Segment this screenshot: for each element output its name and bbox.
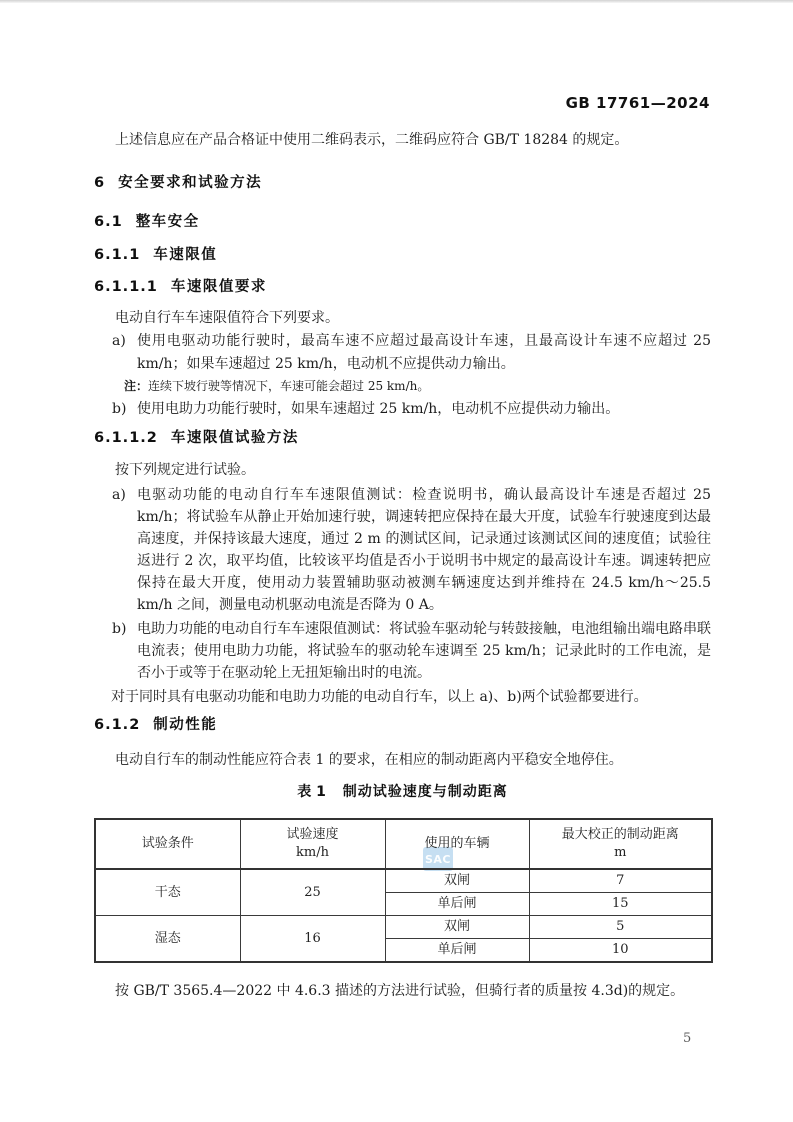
heading-title: 车速限值要求: [170, 279, 267, 295]
th-test-speed: [240, 819, 385, 869]
item-label: b): [112, 621, 127, 637]
heading-title: 安全要求和试验方法: [118, 175, 263, 191]
list-item-b: [94, 618, 711, 684]
heading-title: 整车安全: [135, 214, 200, 230]
note-label: 注：: [124, 379, 149, 393]
page-number: 5: [683, 1031, 692, 1046]
item-text: 使用电助力功能行驶时，如果车速超过 25 km/h，电动机不应提供动力输出。: [137, 401, 620, 417]
brake-performance-table: [94, 818, 713, 963]
heading-6-1: [94, 212, 711, 232]
clause-612-lead: 电动自行车的制动性能应符合表 1 的要求，在相应的制动距离内平稳安全地停住。: [115, 752, 623, 768]
item-label: a): [112, 333, 126, 349]
cell-vehicle: 双闸: [385, 869, 529, 893]
cell-condition-wet: 湿态: [95, 916, 240, 963]
heading-title: 车速限值试验方法: [170, 430, 299, 446]
heading-title: 车速限值: [153, 247, 218, 263]
standard-number: GB 17761—2024: [565, 94, 710, 112]
clause-6112-lead: 按下列规定进行试验。: [115, 462, 255, 478]
heading-number: 6.1: [94, 214, 123, 230]
heading-6: [94, 173, 711, 193]
heading-6-1-1: [94, 245, 711, 265]
cell-speed-wet: 16: [240, 916, 385, 963]
cell-distance: 5: [529, 916, 712, 939]
cell-distance: 15: [529, 893, 712, 916]
th-max-braking-distance: [529, 819, 712, 869]
cell-distance: 7: [529, 869, 712, 893]
item-label: b): [112, 401, 127, 417]
header-text: 使用的车辆: [424, 836, 490, 851]
cell-vehicle: 单后闸: [385, 939, 529, 963]
cell-condition-dry: 干态: [95, 869, 240, 916]
table-row: [95, 869, 712, 893]
intro-paragraph: 上述信息应在产品合格证中使用二维码表示，二维码应符合 GB/T 18284 的规定。: [115, 132, 629, 148]
clause-6111-lead: 电动自行车车速限值符合下列要求。: [115, 310, 339, 326]
cell-speed-dry: 25: [240, 869, 385, 916]
header-text: 试验条件: [141, 836, 194, 851]
th-vehicle-type: [385, 819, 529, 869]
item-label: a): [112, 487, 126, 503]
header-unit: km/h: [296, 845, 329, 860]
list-item-a: [94, 330, 711, 376]
clause-612-test-method: 按 GB/T 3565.4—2022 中 4.6.3 描述的方法进行试验，但骑行者的质量按 4.3d)的规定。: [115, 983, 685, 999]
header-text: 最大校正的制动距离: [561, 827, 679, 842]
item-text: 电助力功能的电动自行车车速限值测试：将试验车驱动轮与转鼓接触，电池组输出端电路串联电流表；使用电助力功能，将试验车的驱动轮车速调至 25 km/h；记录此时的工作电流，是否小于或等于在驱动轮上无扭矩输出时的电流。: [137, 621, 711, 681]
list-item-b: [94, 398, 711, 421]
item-text: 使用电驱动功能行驶时，最高车速不应超过最高设计车速，且最高设计车速不应超过 25 km/h；如果车速超过 25 km/h，电动机不应提供动力输出。: [137, 333, 711, 372]
th-test-condition: [95, 819, 240, 869]
page-content: [94, 0, 711, 1003]
heading-number: 6.1.1: [94, 247, 141, 263]
header-text: 试验速度: [286, 827, 339, 842]
header-unit: m: [614, 845, 627, 860]
table-row: [95, 916, 712, 939]
clause-6112-list: [94, 484, 711, 684]
table1-caption: [94, 782, 711, 802]
cell-vehicle: 单后闸: [385, 893, 529, 916]
note: [94, 377, 711, 395]
cell-vehicle: 双闸: [385, 916, 529, 939]
table-header-row: [95, 819, 712, 869]
heading-6-1-2: [94, 715, 711, 735]
table1-label: 表 1: [297, 784, 326, 800]
cell-distance: 10: [529, 939, 712, 963]
table1-container: [94, 818, 711, 963]
table1-title: 制动试验速度与制动距离: [342, 784, 508, 800]
heading-number: 6.1.1.1: [94, 279, 158, 295]
sac-watermark: SAC: [423, 847, 453, 871]
heading-6-1-1-2: [94, 428, 711, 448]
heading-number: 6: [94, 175, 106, 191]
item-text: 电驱动功能的电动自行车车速限值测试：检查说明书，确认最高设计车速是否超过 25 km/h；将试验车从静止开始加速行驶，调速转把应保持在最大开度，试验车行驶速度到达最高速度，并保持该最大速度，通过 2 m 的测试区间，记录通过该测试区间的速度值；试验往返进行 2 次，取平均值，比较该平均值是否小于说明书中规定的最高设计车速。调速转把应保持在最大开度，使用动力装置辅助驱动被测车辆速度达到并维持在 24.5 km/h～25.5 km/h 之间，测量电动机驱动电流是否降为 0 A。: [137, 487, 711, 613]
clause-6112-closing: 对于同时具有电驱动功能和电助力功能的电动自行车，以上 a)、b)两个试验都要进行。: [111, 689, 648, 705]
note-text: 连续下坡行驶等情况下，车速可能会超过 25 km/h。: [148, 379, 430, 393]
heading-title: 制动性能: [153, 717, 218, 733]
list-item-a: [94, 484, 711, 616]
heading-6-1-1-1: [94, 277, 711, 297]
heading-number: 6.1.1.2: [94, 430, 158, 446]
clause-6111-list: [94, 330, 711, 421]
heading-number: 6.1.2: [94, 717, 141, 733]
